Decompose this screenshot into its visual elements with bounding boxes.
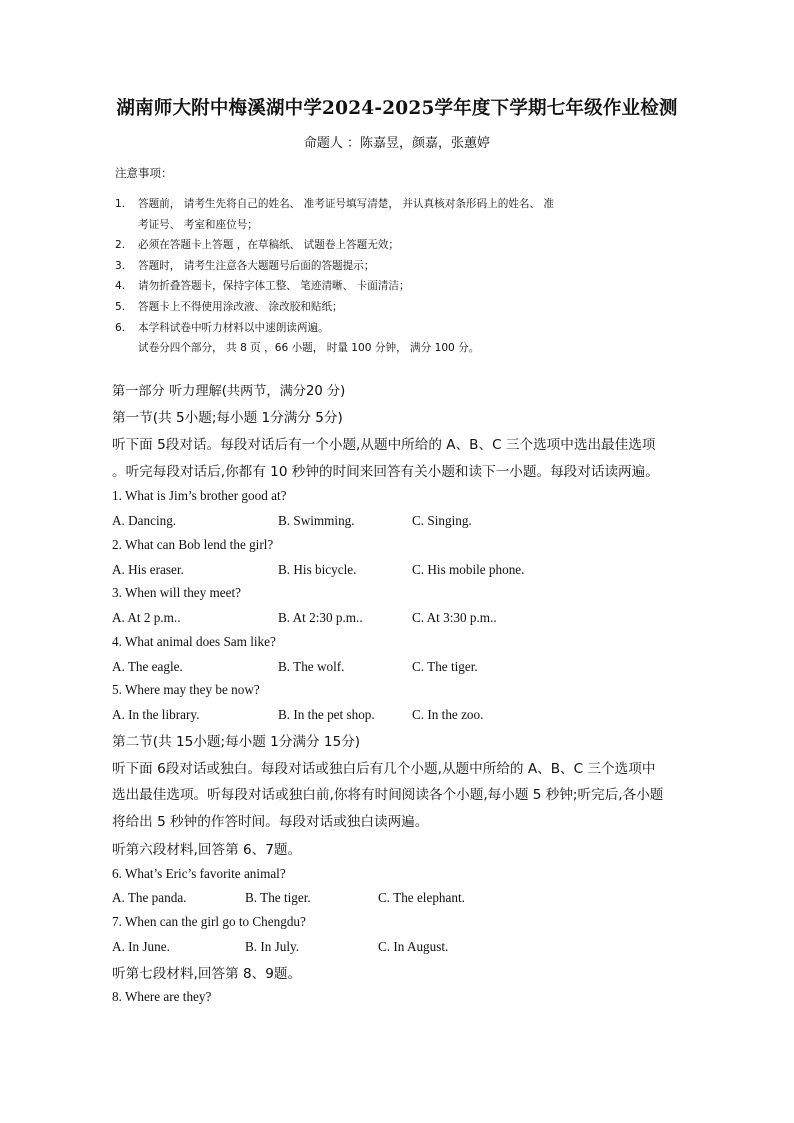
option-b: B. The tiger. xyxy=(245,890,311,905)
option-b: B. His bicycle. xyxy=(278,562,357,577)
option-a: A. In June. xyxy=(112,939,170,954)
option-c: C. In the zoo. xyxy=(412,707,484,722)
part-heading: 第一部分 听力理解(共两节，满分20 分) xyxy=(112,384,346,399)
option-c: C. The elephant. xyxy=(378,890,465,905)
question-4: 4. What animal does Sam like? xyxy=(112,634,276,649)
option-b: B. In July. xyxy=(245,939,300,954)
material-instruction: 听第六段材料,回答第 6、7题。 xyxy=(112,842,302,858)
option-c: C. His mobile phone. xyxy=(412,562,525,577)
section-heading: 第二节(共 15小题;每小题 1分满分 15分) xyxy=(112,734,361,750)
notice-item xyxy=(115,318,685,339)
option-b: B. In the pet shop. xyxy=(278,707,375,722)
section-instruction: 选出最佳选项。听每段对话或独白前,你将有时间阅读各个小题,每小题 5 秒钟;听完后,各小题 xyxy=(112,787,664,803)
question-3: 3. When will they meet? xyxy=(112,585,242,600)
question-8: 8. Where are they? xyxy=(112,989,212,1004)
option-a: A. His eraser. xyxy=(112,562,184,577)
option-a: A. Dancing. xyxy=(112,513,177,528)
option-b: B. The wolf. xyxy=(278,659,345,674)
option-c: C. At 3:30 p.m.. xyxy=(412,610,497,625)
option-b: B. Swimming. xyxy=(278,513,355,528)
notice-item-number: 5. xyxy=(115,300,126,313)
notice-item-text: 本学科试卷中听力材料以中速朗读两遍。 xyxy=(138,321,329,334)
notice-item-number: 1. xyxy=(115,198,126,210)
option-a: A. The eagle. xyxy=(112,659,183,674)
question-1: 1. What is Jim’s brother good at? xyxy=(112,488,287,503)
option-a: A. At 2 p.m.. xyxy=(112,610,181,625)
notice-item-text: 必须在答题卡上答题 ，在草稿纸、 试题卷上答题无效； xyxy=(138,239,399,252)
notice-item xyxy=(115,194,685,215)
notice-item-text: 答题前， 请考生先将自己的姓名、 准考证号填写清楚， 并认真核对条形码上的姓名、 准 xyxy=(138,198,555,210)
notice-item-number: 6. xyxy=(115,321,126,334)
exam-authors: 命题人 ：陈嘉昱，颜嘉，张蕙婷 xyxy=(303,136,491,151)
question-6: 6. What’s Eric’s favorite animal? xyxy=(112,866,286,881)
option-c: C. Singing. xyxy=(412,513,472,528)
notice-title: 注意事项： xyxy=(115,166,173,180)
option-a: A. In the library. xyxy=(112,707,200,722)
notice-item xyxy=(115,256,685,277)
option-a: A. The panda. xyxy=(112,890,187,905)
exam-title: 湖南师大附中梅溪湖中学2024-2025学年度下学期七年级作业检测 xyxy=(116,98,678,119)
section-instruction: 听下面 5段对话。每段对话后有一个小题,从题中所给的 A、B、C 三个选项中选出最佳选项 xyxy=(112,437,656,453)
notice-item-number: 4. xyxy=(115,280,126,293)
section-instruction: 听下面 6段对话或独白。每段对话或独白后有几个小题,从题中所给的 A、B、C 三个选项中 xyxy=(112,761,656,777)
notice-item-number: 3. xyxy=(115,259,126,272)
question-5: 5. Where may they be now? xyxy=(112,682,260,697)
question-7: 7. When can the girl go to Chengdu? xyxy=(112,914,306,929)
option-b: B. At 2:30 p.m.. xyxy=(278,610,363,625)
section-heading: 第一节(共 5小题;每小题 1分满分 5分) xyxy=(112,410,343,426)
notice-item xyxy=(115,297,685,318)
question-2: 2. What can Bob lend the girl? xyxy=(112,537,274,552)
material-instruction: 听第七段材料,回答第 8、9题。 xyxy=(112,966,302,982)
notice-item-number: 2. xyxy=(115,239,126,252)
notice-list xyxy=(115,194,685,359)
section-instruction: 将给出 5 秒钟的作答时间。每段对话或独白读两遍。 xyxy=(112,814,429,830)
notice-item xyxy=(115,276,685,297)
section-instruction: 。听完每段对话后,你都有 10 秒钟的时间来回答有关小题和读下一小题。每段对话读两遍。 xyxy=(112,464,659,480)
notice-item-text: 答题卡上不得使用涂改液、 涂改胶和贴纸； xyxy=(138,300,343,313)
notice-summary: 试卷分四个部分， 共 8 页 ，66 小题， 时量 100 分钟， 满分 100 分。 xyxy=(138,342,480,355)
notice-item xyxy=(115,235,685,256)
notice-item-text: 请勿折叠答题卡，保持字体工整、 笔迹清晰、 卡面清洁； xyxy=(138,280,410,293)
notice-item-text: 答题时， 请考生注意各大题题号后面的答题提示； xyxy=(138,259,375,272)
option-c: C. The tiger. xyxy=(412,659,478,674)
notice-item-continuation: 考证号、 考室和座位号； xyxy=(138,218,258,231)
option-c: C. In August. xyxy=(378,939,449,954)
